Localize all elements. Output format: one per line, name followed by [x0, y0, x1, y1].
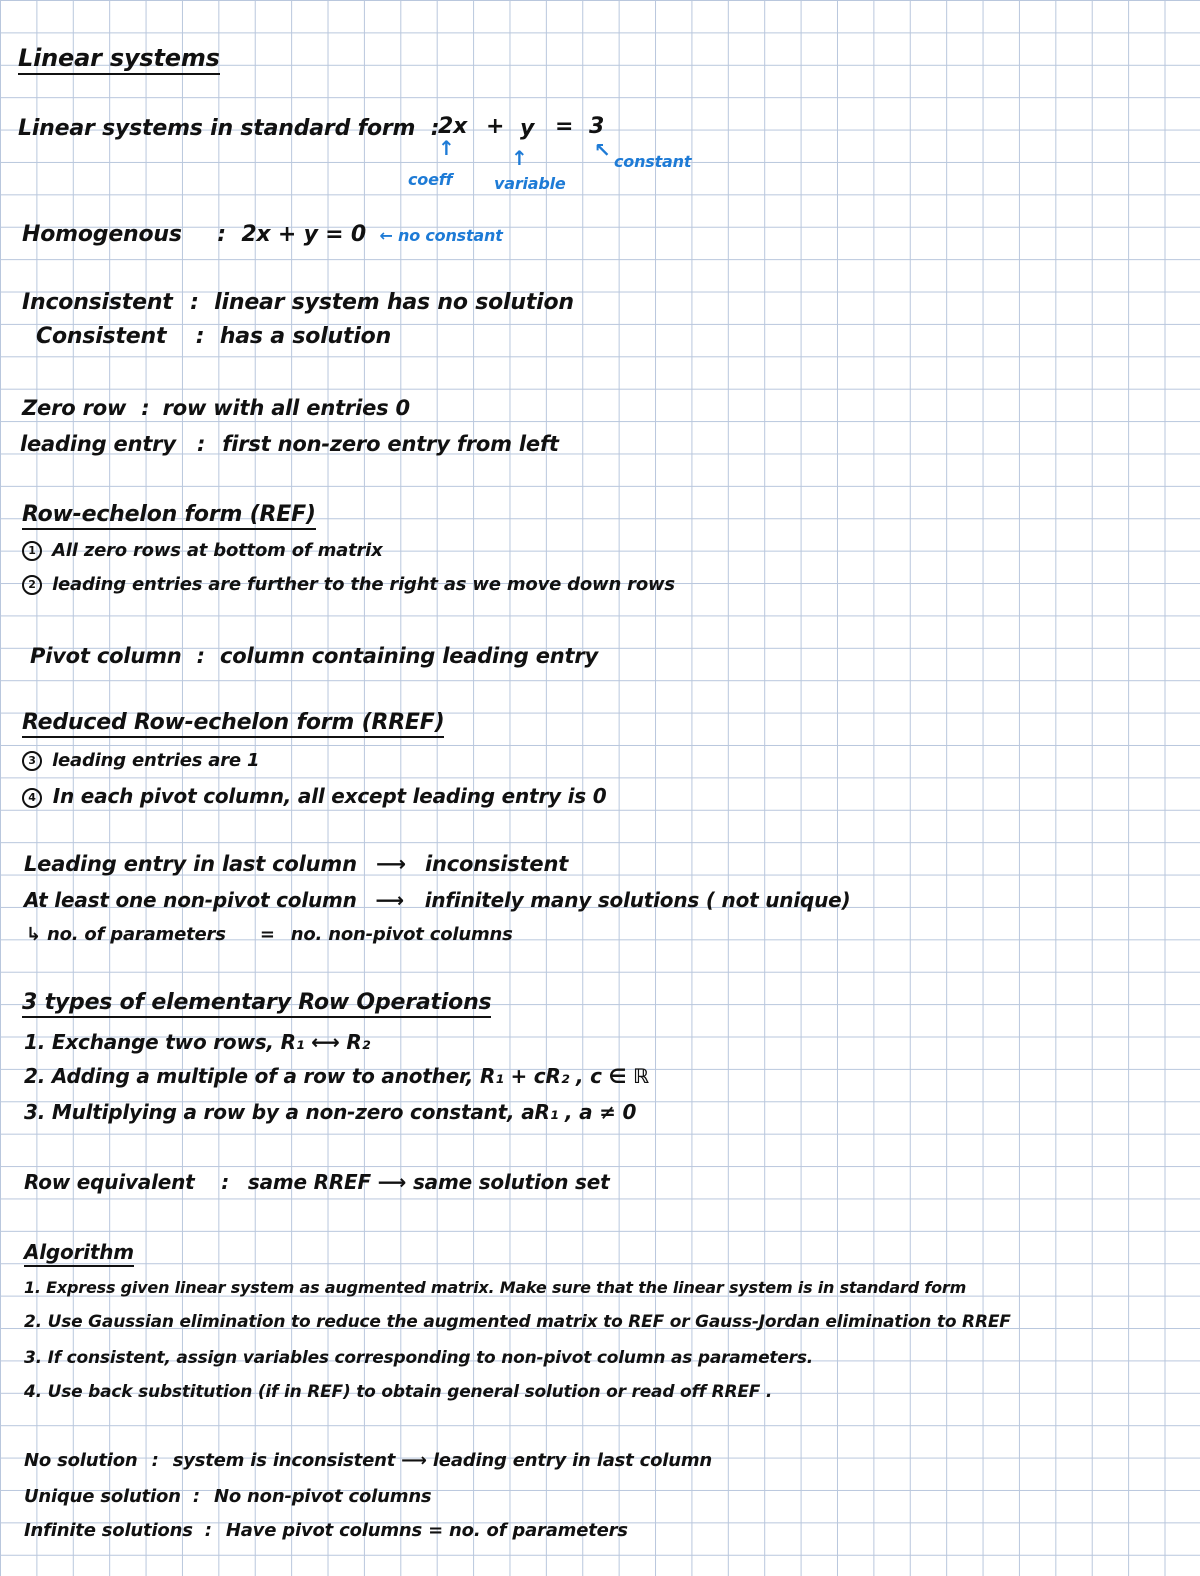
homogenous-label: Homogenous: [22, 222, 182, 247]
leading-entry-term: leading entry: [20, 432, 176, 456]
long-arrow-icon: ⟶: [375, 852, 406, 876]
separator: :: [204, 1520, 212, 1541]
row-equivalent-term: Row equivalent: [24, 1170, 195, 1194]
circled-number-icon: 4: [22, 788, 42, 808]
separator: :: [190, 290, 199, 315]
row-operations-heading: 3 types of elementary Row Operations: [22, 990, 491, 1018]
page-title: Linear systems: [18, 44, 220, 75]
algorithm-step: 2. Use Gaussian elimination to reduce the augmented matrix to REF or Gauss-Jordan elimination to RREF: [24, 1312, 1011, 1332]
solution-term: No solution: [24, 1450, 138, 1471]
inconsistent-line: [22, 290, 574, 315]
rref-heading: Reduced Row-echelon form (RREF): [22, 710, 444, 738]
separator: :: [430, 116, 440, 141]
equals-sign: =: [259, 924, 275, 945]
equals-sign: =: [555, 114, 574, 139]
separator: :: [192, 1486, 200, 1507]
variable-annotation: variable: [494, 174, 566, 193]
algorithm-step: 4. Use back substitution (if in REF) to obtain general solution or read off RREF .: [24, 1382, 773, 1402]
row-operation-item: 2. Adding a multiple of a row to another, R₁ + cR₂ , c ∈ ℝ: [24, 1064, 649, 1088]
plus-sign: +: [486, 114, 505, 139]
circled-number-icon: 2: [22, 575, 42, 595]
arrow-up-icon: ↑: [438, 136, 455, 160]
circled-number-icon: 3: [22, 751, 42, 771]
fact-row: Leading entry in last column ⟶ inconsistent: [24, 852, 569, 876]
separator: :: [141, 396, 150, 420]
row-equivalent-definition: same RREF ⟶ same solution set: [247, 1170, 610, 1194]
pivot-column-line: [30, 644, 598, 668]
homogenous-line: [22, 222, 503, 247]
solution-term: Unique solution: [24, 1486, 181, 1507]
arrow-up-left-icon: ↖: [594, 138, 611, 162]
standard-form-label: Linear systems in standard form: [18, 116, 416, 141]
ref-rule-2: 2 leading entries are further to the right as we move down rows: [22, 574, 675, 595]
arrow-up-icon: ↑: [511, 146, 528, 170]
inconsistent-definition: linear system has no solution: [214, 290, 574, 315]
separator: :: [151, 1450, 159, 1471]
row-equivalent-line: [24, 1170, 609, 1194]
zero-row-line: [22, 396, 410, 420]
solution-case: No solution : system is inconsistent ⟶ leading entry in last column: [24, 1450, 713, 1471]
solution-case: Infinite solutions : Have pivot columns = no. of parameters: [24, 1520, 628, 1541]
algorithm-step: 3. If consistent, assign variables corresponding to non-pivot column as parameters.: [24, 1348, 814, 1368]
separator: :: [196, 644, 205, 668]
constant-annotation: constant: [614, 152, 692, 171]
constant-term: 3: [589, 114, 605, 139]
ref-heading: Row-echelon form (REF): [22, 502, 316, 530]
ref-rule-1: 1 All zero rows at bottom of matrix: [22, 540, 383, 561]
row-operation-item: 3. Multiplying a row by a non-zero constant, aR₁ , a ≠ 0: [24, 1100, 637, 1124]
leading-entry-definition: first non-zero entry from left: [222, 432, 559, 456]
separator: :: [217, 222, 226, 247]
separator: :: [221, 1170, 230, 1194]
long-arrow-icon: ⟶: [375, 888, 404, 912]
no-constant-note: ← no constant: [379, 226, 503, 245]
leading-entry-line: [20, 432, 559, 456]
standard-form-line: [18, 116, 439, 141]
rref-rule-3: 3 leading entries are 1: [22, 750, 259, 771]
consistent-line: [36, 324, 391, 349]
variable-term: y: [520, 116, 535, 141]
consistent-definition: has a solution: [219, 324, 392, 349]
rref-rule-4: 4 In each pivot column, all except leading entry is 0: [22, 784, 607, 808]
separator: :: [195, 324, 205, 349]
standard-form-coeff-term: 2x: [438, 114, 468, 139]
separator: :: [196, 432, 206, 456]
coeff-annotation: coeff: [408, 170, 453, 189]
fact-row: ↳ no. of parameters = no. non-pivot columns: [26, 924, 513, 945]
algorithm-step: 1. Express given linear system as augmented matrix. Make sure that the linear system is in standard form: [24, 1278, 967, 1297]
consistent-term: Consistent: [36, 324, 167, 349]
solution-case: Unique solution : No non-pivot columns: [24, 1486, 432, 1507]
inconsistent-term: Inconsistent: [22, 290, 173, 315]
homogenous-equation: 2x + y = 0: [241, 222, 366, 247]
zero-row-definition: row with all entries 0: [162, 396, 410, 420]
circled-number-icon: 1: [22, 541, 42, 561]
zero-row-term: Zero row: [22, 396, 127, 420]
algorithm-heading: Algorithm: [24, 1240, 134, 1267]
fact-row: At least one non-pivot column ⟶ infinitely many solutions ( not unique): [24, 888, 851, 912]
pivot-column-term: Pivot column: [30, 644, 182, 668]
solution-term: Infinite solutions: [24, 1520, 193, 1541]
pivot-column-definition: column containing leading entry: [219, 644, 599, 668]
row-operation-item: 1. Exchange two rows, R₁ ⟷ R₂: [24, 1030, 371, 1054]
